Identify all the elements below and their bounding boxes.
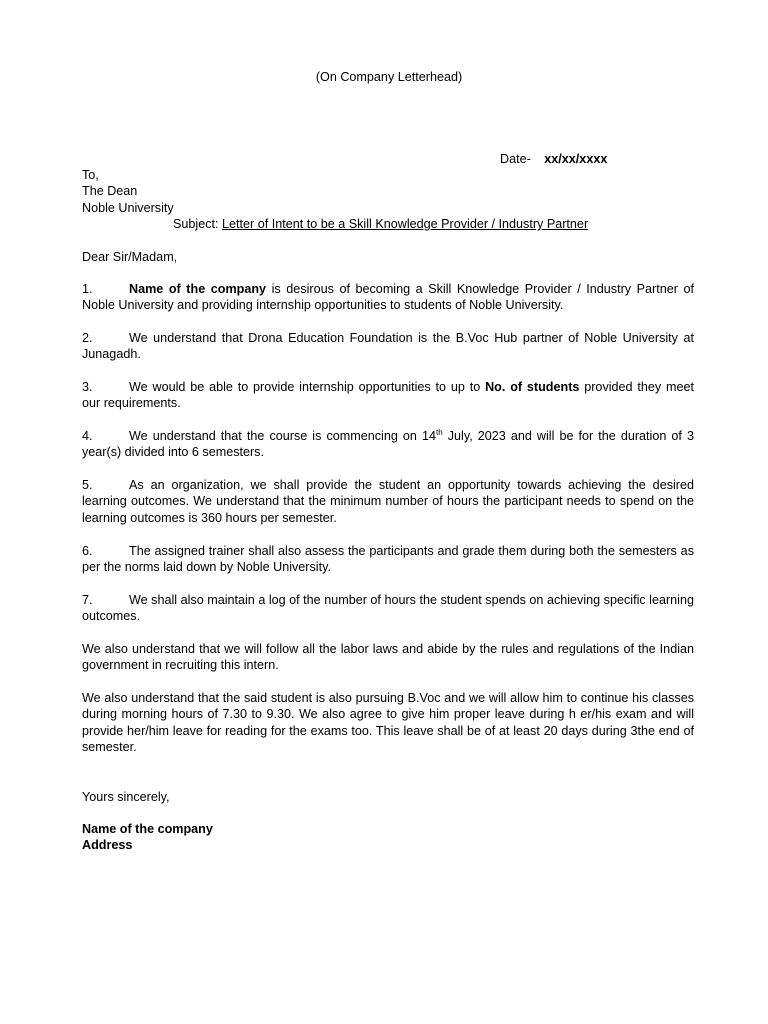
point-number: 7. [82, 593, 93, 607]
point-text: As an organization, we shall provide the student an opportunity towards achieving the desired learning outcomes. We understand that the minimum number of hours the participant needs to spend on the learning outcomes is 360 hours per semester. [82, 478, 694, 525]
subject-label: Subject: [173, 217, 223, 231]
signature-block [82, 821, 213, 854]
point-text-end: July, 2023 and will be for the duration of 3 year(s) divided into 6 semesters. [82, 429, 694, 460]
point-4 [82, 428, 694, 461]
subject-text: Letter of Intent to be a Skill Knowledge Provider / Industry Partner [222, 217, 589, 231]
point-text: We would be able to provide internship opportunities to up to [129, 380, 486, 394]
point-number: 3. [82, 380, 93, 394]
point-number: 5. [82, 478, 93, 492]
point-number: 4. [82, 429, 93, 443]
subject-line [173, 216, 588, 232]
point-1 [82, 281, 694, 314]
ordinal-suffix: th [436, 427, 443, 437]
point-number: 6. [82, 544, 93, 558]
point-text-end: provided they meet our requirements. [82, 380, 695, 411]
recipient-address [82, 167, 174, 216]
student-count-placeholder: No. of students [485, 380, 580, 394]
point-2 [82, 330, 694, 363]
salutation: Dear Sir/Madam, [82, 250, 178, 264]
point-6 [82, 543, 694, 576]
point-text: is desirous of becoming a Skill Knowledge Provider / Industry Partner of Noble University and providing internship opportunities to students of Noble University. [82, 282, 694, 313]
bvoc-paragraph: We also understand that the said student is also pursuing B.Voc and we will allow him to continue his classes during morning hours of 7.30 to 9.30. We also agree to give him proper leave during h er/his exam and will provide her/him leave for reading for the exams too. This leave shall be of at least 20 days during 3the end of semester. [82, 691, 694, 754]
closing: Yours sincerely, [82, 790, 170, 804]
signature-company: Name of the company [82, 822, 213, 836]
recipient-title: The Dean [82, 184, 138, 199]
point-text: We understand that Drona Education Foundation is the B.Voc Hub partner of Noble University at Junagadh. [82, 331, 694, 362]
labor-laws-paragraph: We also understand that we will follow all the labor laws and abide by the rules and regulations of the Indian government in recruiting this intern. [82, 642, 694, 673]
point-number: 2. [82, 331, 93, 345]
point-text: The assigned trainer shall also assess the participants and grade them during both the semesters as per the norms laid down by Noble University. [82, 544, 694, 575]
date-value: xx/xx/xxxx [544, 152, 608, 166]
letterhead-placeholder: (On Company Letterhead) [315, 70, 463, 84]
point-3 [82, 379, 694, 412]
point-7 [82, 592, 694, 625]
point-text: We shall also maintain a log of the number of hours the student spends on achieving specific learning outcomes. [82, 593, 694, 624]
company-name-placeholder: Name of the company [129, 282, 267, 296]
point-text: We understand that the course is commencing on 14 [129, 429, 436, 443]
date-label: Date- [500, 152, 531, 166]
point-number: 1. [82, 282, 93, 296]
recipient-institution: Noble University [82, 200, 174, 215]
date-line [500, 151, 607, 167]
signature-address: Address [82, 838, 133, 853]
point-5 [82, 477, 694, 526]
recipient-to: To, [82, 168, 99, 182]
